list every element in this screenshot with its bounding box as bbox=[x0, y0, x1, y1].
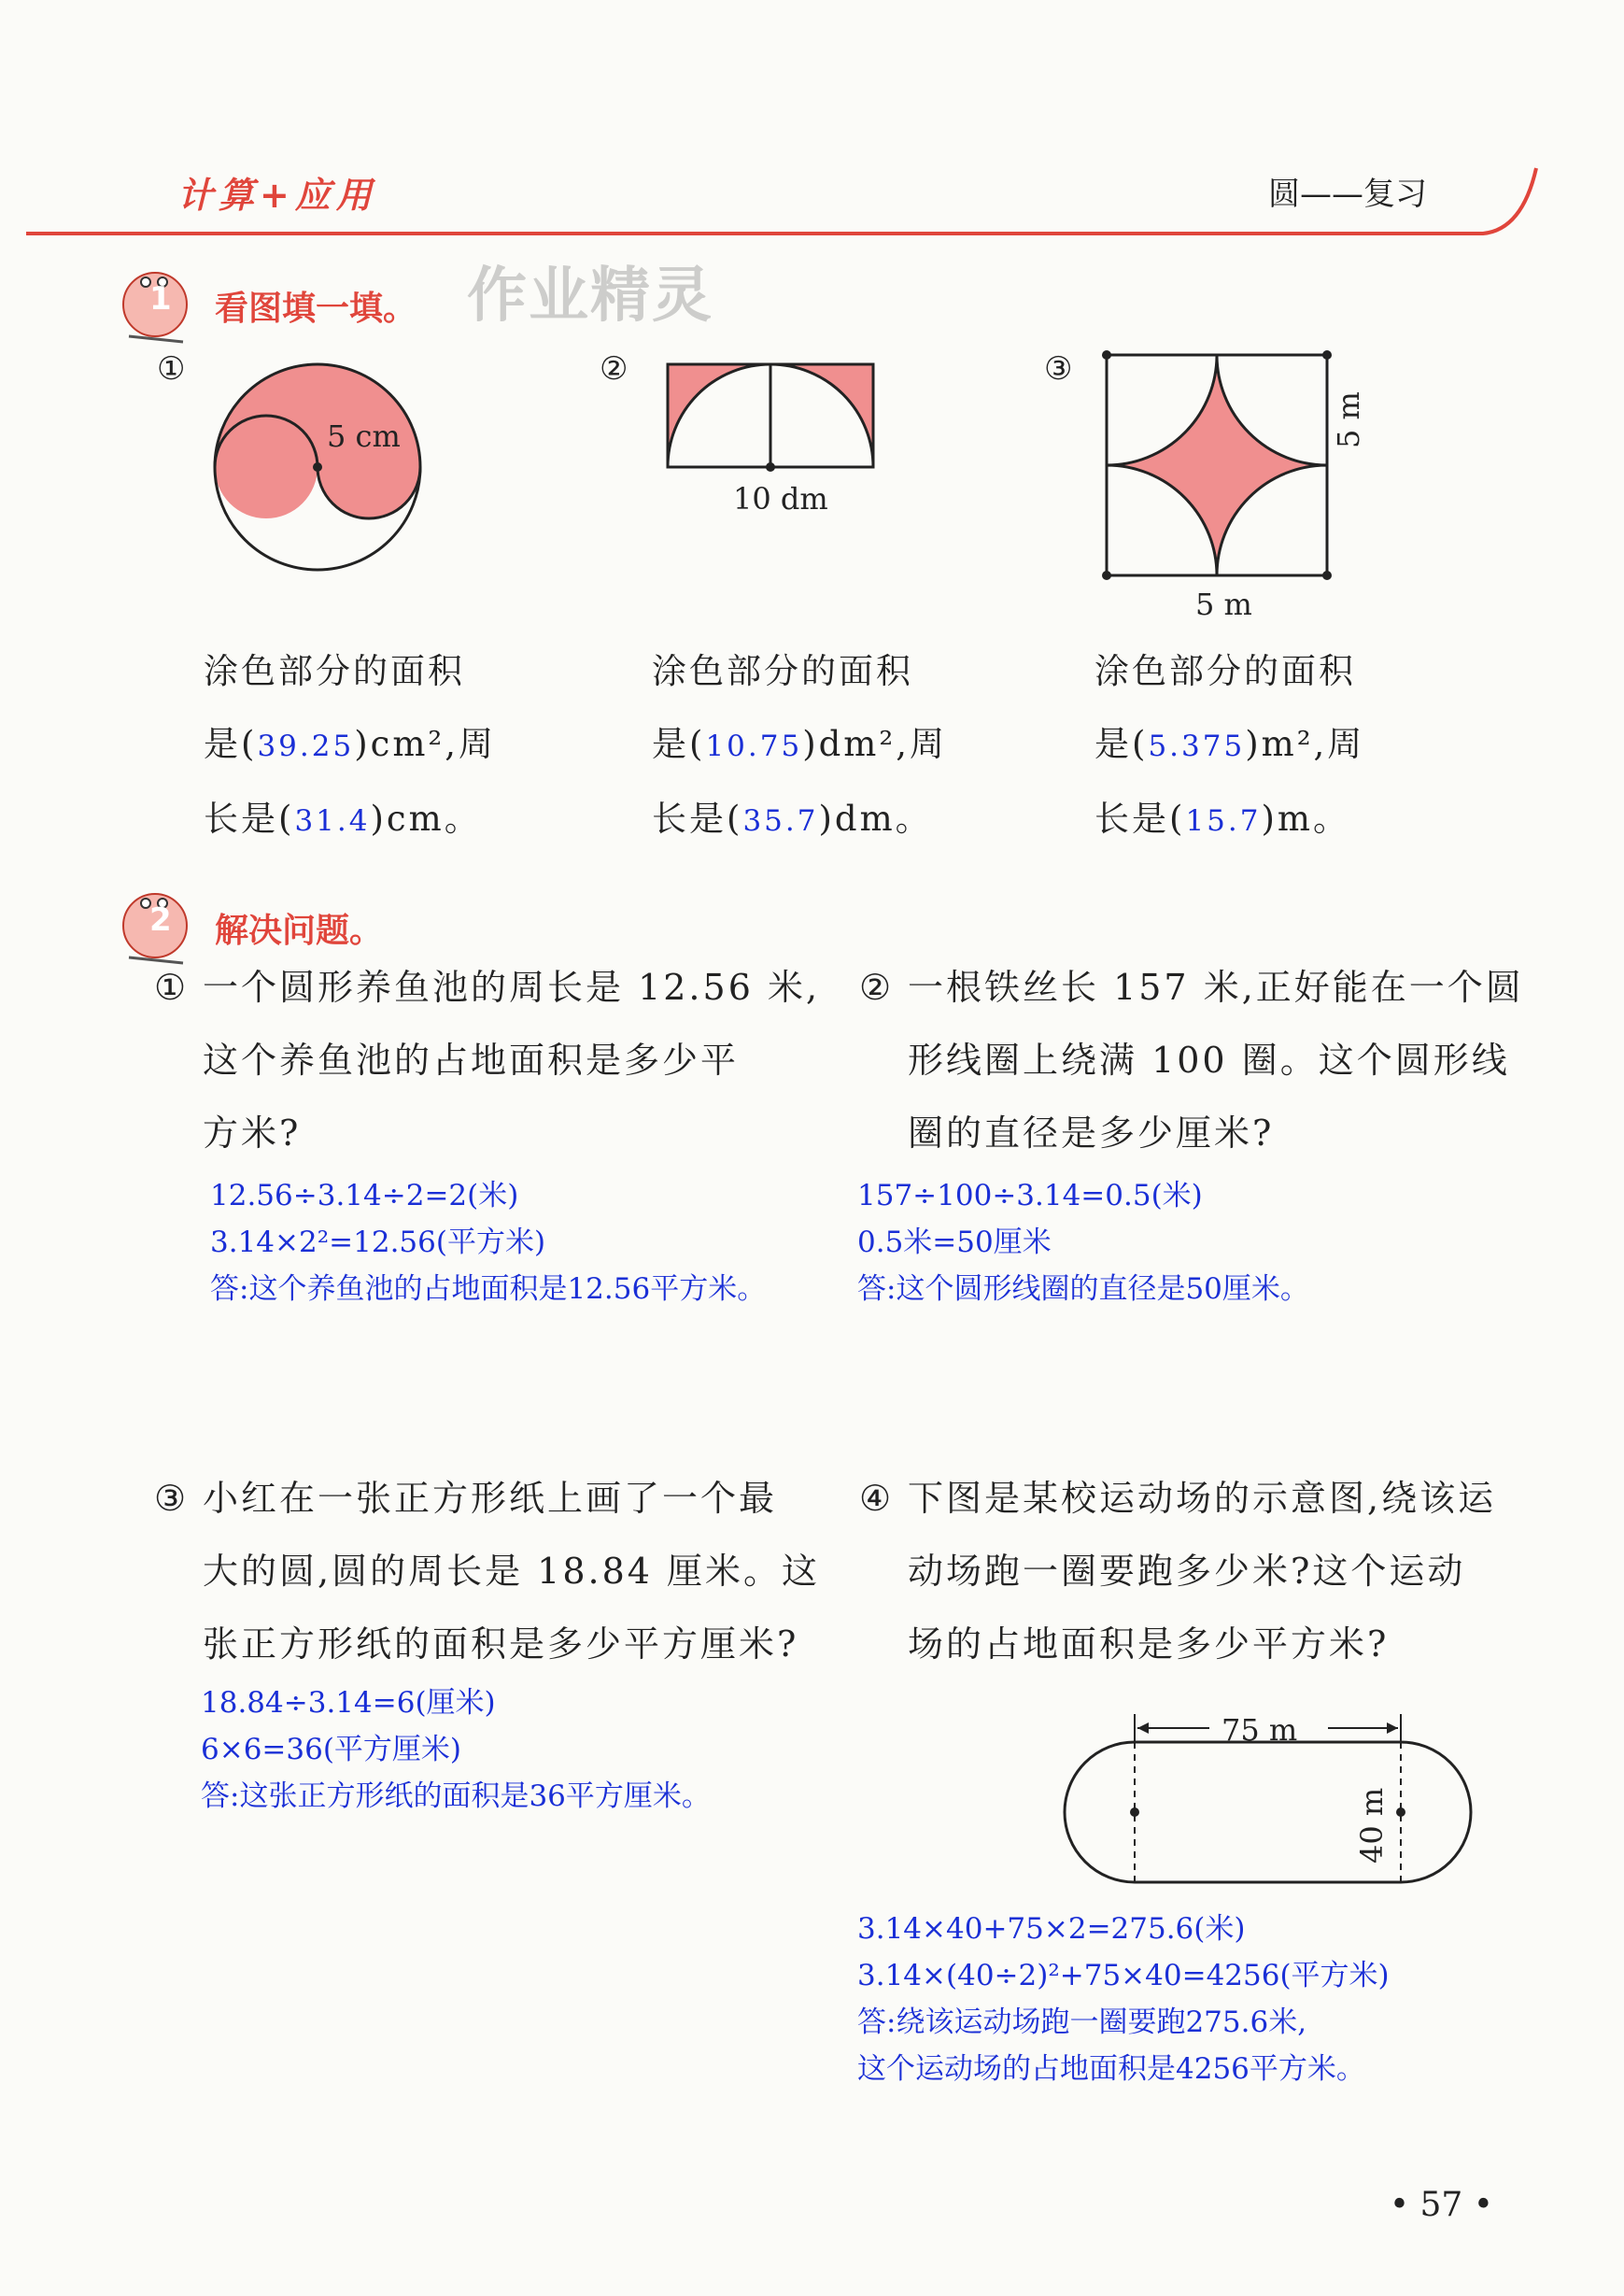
figure1-area-answer: 39.25 bbox=[257, 730, 355, 763]
figure3-number: ③ bbox=[1044, 350, 1073, 388]
figure2-area-answer: 10.75 bbox=[705, 730, 803, 763]
problem1-text: ① 一个圆形养鱼池的周长是 12.56 米, 这个养鱼池的占地面积是多少平 方米? bbox=[154, 967, 821, 1154]
problem4-length-label: 75 m bbox=[1222, 1712, 1298, 1748]
figure3-bottom-label: 5 m bbox=[1195, 587, 1252, 622]
figure2-width-label: 10 dm bbox=[733, 481, 828, 517]
section2-title: 解决问题。 bbox=[215, 912, 384, 950]
figure3-perimeter-answer: 15.7 bbox=[1185, 804, 1262, 838]
figure3-side-label: 5 m bbox=[1331, 391, 1366, 448]
problem2-text: ② 一根铁丝长 157 米,正好能在一个圆 形线圈上绕满 100 圈。这个圆形线 圈的直径是多少厘米? bbox=[859, 967, 1524, 1154]
header-left-title: 计算+应用 bbox=[177, 175, 377, 216]
figure1-yinyang-circle bbox=[205, 355, 448, 598]
problem3-answer: 18.84÷3.14=6(厘米) 6×6=36(平方厘米) 答:这张正方形纸的面积是36平方厘米。 bbox=[201, 1686, 711, 1813]
section1-title: 看图填一填。 bbox=[215, 290, 417, 328]
figure1-radius-label: 5 cm bbox=[327, 418, 401, 454]
problem2-answer: 157÷100÷3.14=0.5(米) 0.5米=50厘米 答:这个圆形线圈的直径是50厘米。 bbox=[857, 1179, 1309, 1306]
figure3-square-quarter-circles bbox=[1102, 350, 1335, 584]
figure3-fill-text: 涂色部分的面积 是(5.375)m²,周 长是(15.7)m。 bbox=[1094, 651, 1365, 839]
problem1-answer: 12.56÷3.14÷2=2(米) 3.14×2²=12.56(平方米) 答:这个养鱼池的占地面积是12.56平方米。 bbox=[210, 1179, 767, 1306]
figure1-perimeter-answer: 31.4 bbox=[294, 804, 371, 838]
figure2-fill-text: 涂色部分的面积 是(10.75)dm²,周 长是(35.7)dm。 bbox=[652, 651, 947, 839]
figure2-number: ② bbox=[600, 350, 628, 388]
problem3-text: ③ 小红在一张正方形纸上画了一个最 大的圆,圆的周长是 18.84 厘米。这 张正方形纸的面积是多少平方厘米? bbox=[154, 1478, 821, 1665]
figure3-area-answer: 5.375 bbox=[1148, 730, 1246, 763]
watermark: 作业精灵 bbox=[467, 262, 713, 331]
section1-badge-number: 1 bbox=[149, 280, 172, 318]
figure1-fill-text: 涂色部分的面积 是(39.25)cm²,周 长是(31.4)cm。 bbox=[204, 651, 497, 839]
figure1-number: ① bbox=[157, 350, 186, 388]
figure2-perimeter-answer: 35.7 bbox=[742, 804, 819, 838]
page-number: • 57 • bbox=[1389, 2186, 1493, 2224]
problem4-width-label: 40 m bbox=[1354, 1787, 1390, 1864]
header-right-title: 圆——复习 bbox=[1268, 176, 1427, 213]
problem4-text: ④ 下图是某校运动场的示意图,绕该运 动场跑一圈要跑多少米?这个运动 场的占地面积是多少平方米? bbox=[859, 1478, 1497, 1665]
header-rule bbox=[19, 159, 1550, 243]
figure2-semicircle-rectangle bbox=[663, 360, 878, 476]
problem4-answer: 3.14×40+75×2=275.6(米) 3.14×(40÷2)²+75×40=4256(平方米) 答:绕该运动场跑一圈要跑275.6米, 这个运动场的占地面积是4256平方米。 bbox=[857, 1912, 1390, 2086]
section2-badge-number: 2 bbox=[149, 901, 172, 939]
